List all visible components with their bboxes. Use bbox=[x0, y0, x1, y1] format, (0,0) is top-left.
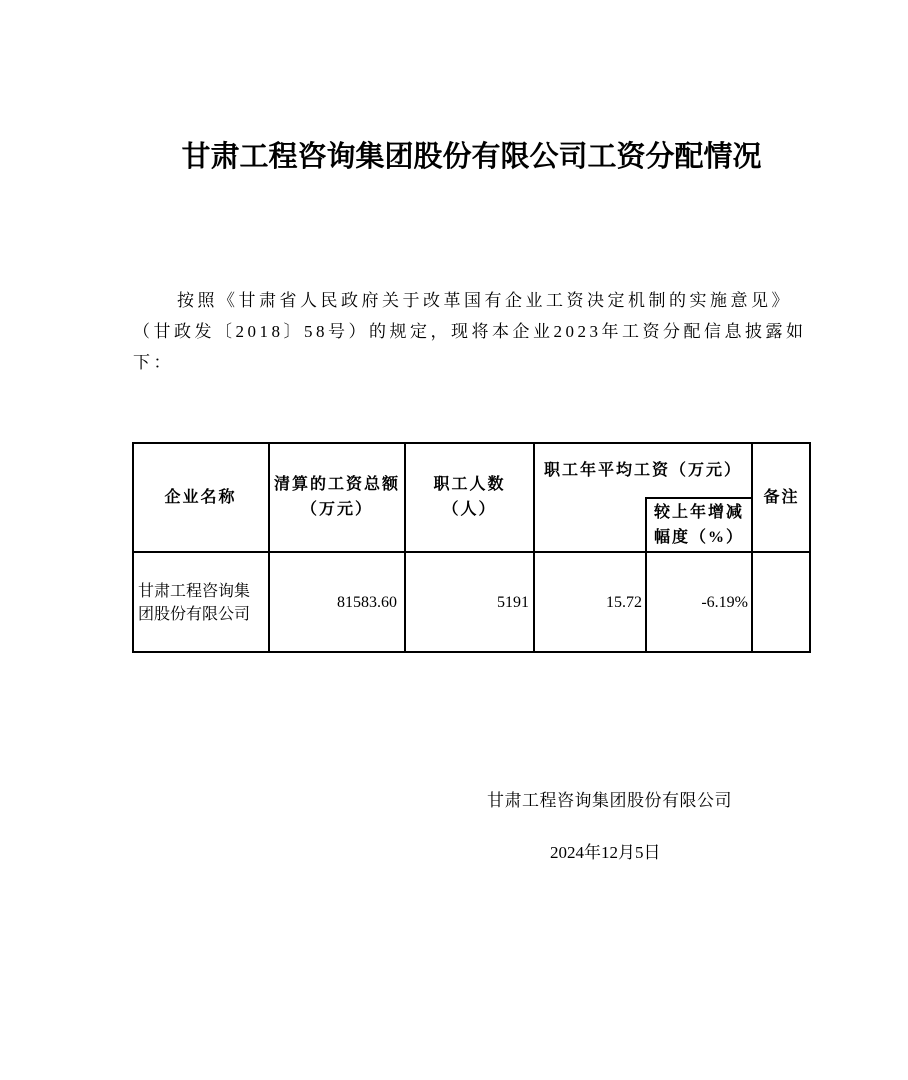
table-row-average-wage: 15.72 bbox=[606, 593, 642, 611]
table-row-company-name: 甘肃工程咨询集团股份有限公司 bbox=[138, 582, 251, 623]
table-row-employee-count: 5191 bbox=[497, 593, 529, 611]
intro-line-2: （甘政发〔2018〕58号）的规定，现将本企业2023年工资分配信息披露如 bbox=[133, 322, 807, 341]
intro-line-1: 按照《甘肃省人民政府关于改革国有企业工资决定机制的实施意见》 bbox=[177, 291, 792, 310]
signature-company: 甘肃工程咨询集团股份有限公司 bbox=[487, 791, 732, 810]
header-employee-count: 职工人数 （人） bbox=[433, 476, 506, 518]
header-company-name: 企业名称 bbox=[164, 488, 237, 506]
header-average-wage: 职工年平均工资（万元） bbox=[543, 461, 742, 479]
table-row-total-wage: 81583.60 bbox=[337, 593, 397, 611]
header-total-wage: 清算的工资总额 （万元） bbox=[273, 476, 400, 518]
header-remark: 备注 bbox=[763, 488, 800, 506]
page-title: 甘肃工程咨询集团股份有限公司工资分配情况 bbox=[181, 141, 762, 173]
signature-date: 2024年12月5日 bbox=[550, 843, 661, 862]
table-row-yoy-change: -6.19% bbox=[701, 593, 748, 611]
header-yoy-change: 较上年增减 幅度（%） bbox=[653, 504, 744, 546]
wage-distribution-table bbox=[132, 442, 811, 653]
intro-paragraph bbox=[133, 285, 807, 378]
table-row-remark bbox=[752, 552, 811, 653]
intro-line-3: 下： bbox=[133, 353, 174, 372]
